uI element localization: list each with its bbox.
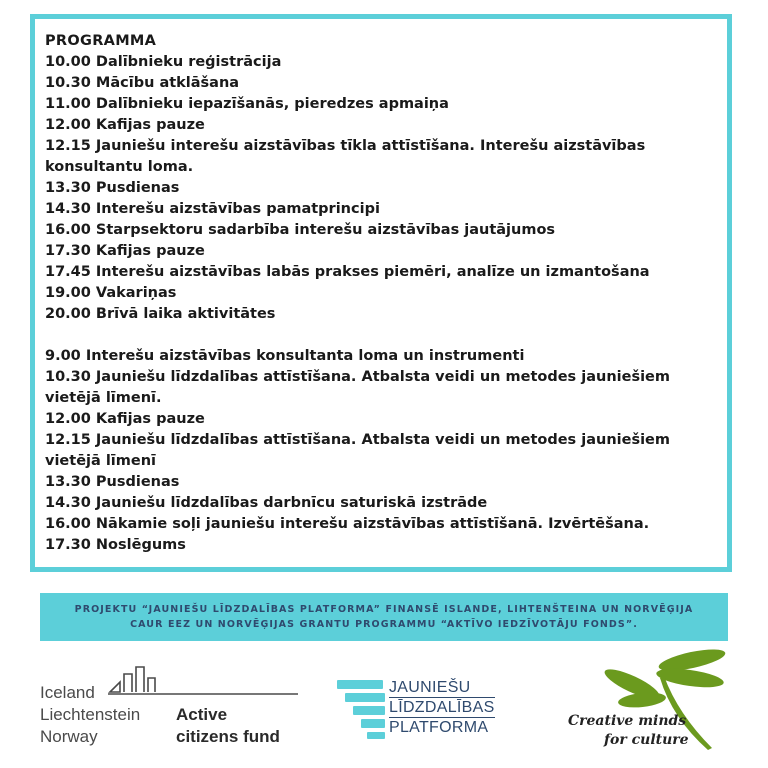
program-item: 12.00 Kafijas pauze: [45, 117, 205, 133]
cm-line: for culture: [604, 732, 689, 748]
day-separator: [45, 325, 719, 346]
program-item: 13.30 Pusdienas: [45, 180, 180, 196]
program-item: 12.15 Jauniešu līdzdalības attīstīšana. Atbalsta veidi un metodes jauniešiem vietējā līmenī: [45, 432, 676, 469]
program-item: 14.30 Jauniešu līdzdalības darbnīcu saturiskā izstrāde: [45, 495, 488, 511]
cm-line: Creative minds: [568, 713, 687, 729]
eea-fund-name: [176, 704, 280, 748]
program-item: 16.00 Starpsektoru sadarbība interešu aizstāvības jautājumos: [45, 222, 556, 238]
creative-minds-logo: [560, 644, 730, 756]
program-item: 17.45 Interešu aizstāvības labās prakses piemēri, analīze un izmantošana: [45, 264, 650, 280]
funding-text: PROJEKTU “JAUNIEŠU LĪDZDALĪBAS PLATFORMA” FINANSĒ ISLANDE, LIHTENŠTEINA UN NORVĒĢIJA CAUR EEZ UN NORVĒĢIJAS GRANTU PROGRAMMU “AKTĪVO IEDZĪVOTĀJU FONDS”.: [74, 604, 694, 630]
program-item: 12.00 Kafijas pauze: [45, 411, 205, 427]
program-item: 17.30 Kafijas pauze: [45, 243, 205, 259]
jlp-line: JAUNIEŠU: [389, 679, 471, 696]
eea-country: Liechtenstein: [40, 705, 141, 724]
program-item: 13.30 Pusdienas: [45, 474, 180, 490]
program-title: PROGRAMMA: [45, 33, 157, 49]
program-list: [45, 31, 719, 556]
eea-countries: [40, 682, 140, 748]
program-item: 9.00 Interešu aizstāvības konsultanta loma un instrumenti: [45, 348, 525, 364]
program-item: 10.30 Jauniešu līdzdalības attīstīšana. Atbalsta veidi un metodes jauniešiem vietējā līmenī.: [45, 369, 676, 406]
jlp-line: PLATFORMA: [389, 719, 489, 736]
stacked-bars-icon: [335, 678, 389, 740]
funding-banner: [40, 593, 728, 641]
program-item: 10.00 Dalībnieku reģistrācija: [45, 54, 282, 70]
jauniesu-lidzdalibas-platforma-logo: [335, 676, 495, 746]
eea-country: Iceland: [40, 683, 95, 702]
eea-fund-line: Active: [176, 705, 228, 724]
program-item: 17.30 Noslēgums: [45, 537, 186, 553]
jlp-line: LĪDZDALĪBAS: [389, 699, 495, 716]
program-item: 10.30 Mācību atklāšana: [45, 75, 240, 91]
program-item: 19.00 Vakariņas: [45, 285, 177, 301]
eea-grants-logo: [40, 664, 290, 754]
program-item: 11.00 Dalībnieku iepazīšanās, pieredzes apmaiņa: [45, 96, 449, 112]
program-box: [30, 14, 732, 572]
eea-fund-line: citizens fund: [176, 727, 280, 746]
creative-minds-wordmark: [568, 712, 689, 750]
program-item: 14.30 Interešu aizstāvības pamatprincipi: [45, 201, 380, 217]
jlp-wordmark: [389, 678, 495, 737]
program-item: 20.00 Brīvā laika aktivitātes: [45, 306, 276, 322]
program-item: 16.00 Nākamie soļi jauniešu interešu aizstāvības attīstīšanā. Izvērtēšana.: [45, 516, 650, 532]
program-item: 12.15 Jauniešu interešu aizstāvības tīkla attīstīšana. Interešu aizstāvības konsultantu loma.: [45, 138, 651, 175]
eea-country: Norway: [40, 727, 98, 746]
